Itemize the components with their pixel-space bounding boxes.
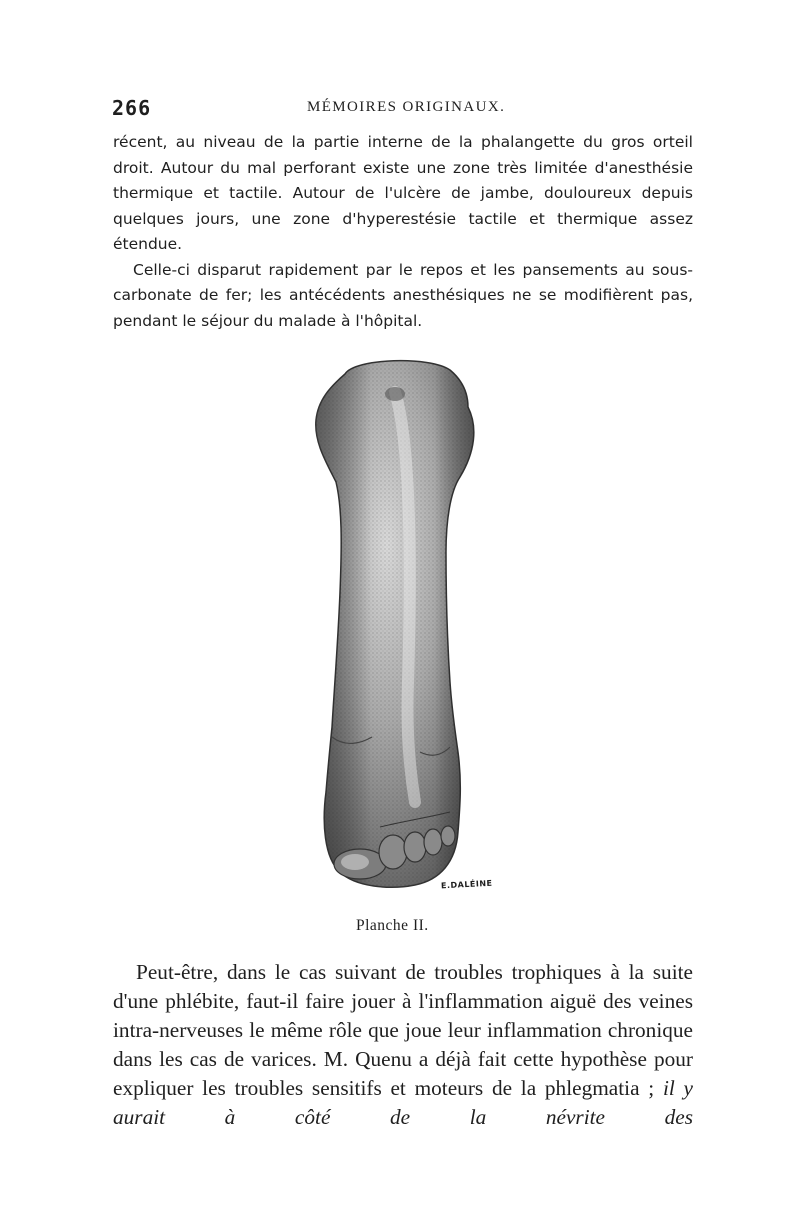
page-number: 266 [112,96,152,120]
figure-caption: Planche II. [356,917,429,934]
leg-engraving [300,352,520,897]
running-head [112,96,690,120]
running-title: MÉMOIRES ORIGINAUX. [307,99,506,115]
engraver-signature: E.DALÉINE [440,878,493,891]
paragraph-3-italic: il y aurait à côté de la névrite des [113,1076,693,1129]
plate-illustration [300,352,520,897]
paragraph-2: Celle-ci disparut rapidement par le repos et les pansements au sous-carbonate de fer; les antécédents anesthésiques ne se modifièrent pas, pendant le séjour du malade à l'hôpital. [113,260,693,330]
paragraph-1: récent, au niveau de la partie interne de la phalangette du gros orteil droit. Autour du mal perforant existe une zone très limitée d'anesthésie thermique et tactile. Autour de l'ulcère de jambe, douloureux depuis quelques jours, une zone d'hyperestésie tactile et thermique assez étendue. [113,133,693,253]
paragraph-3: Peut-être, dans le cas suivant de troubles trophiques à la suite d'une phlébite, faut-il faire jouer à l'inflammation aiguë des veines intra-nerveuses le même rôle que joue leur inflammation chronique dans les cas de varices. M. Quenu a déjà fait cette hypothèse pour expliquer les troubles sensitifs et moteurs de la phlegmatia ; [113,960,693,1100]
body-text-large [113,958,693,1132]
body-text-small [113,130,693,334]
